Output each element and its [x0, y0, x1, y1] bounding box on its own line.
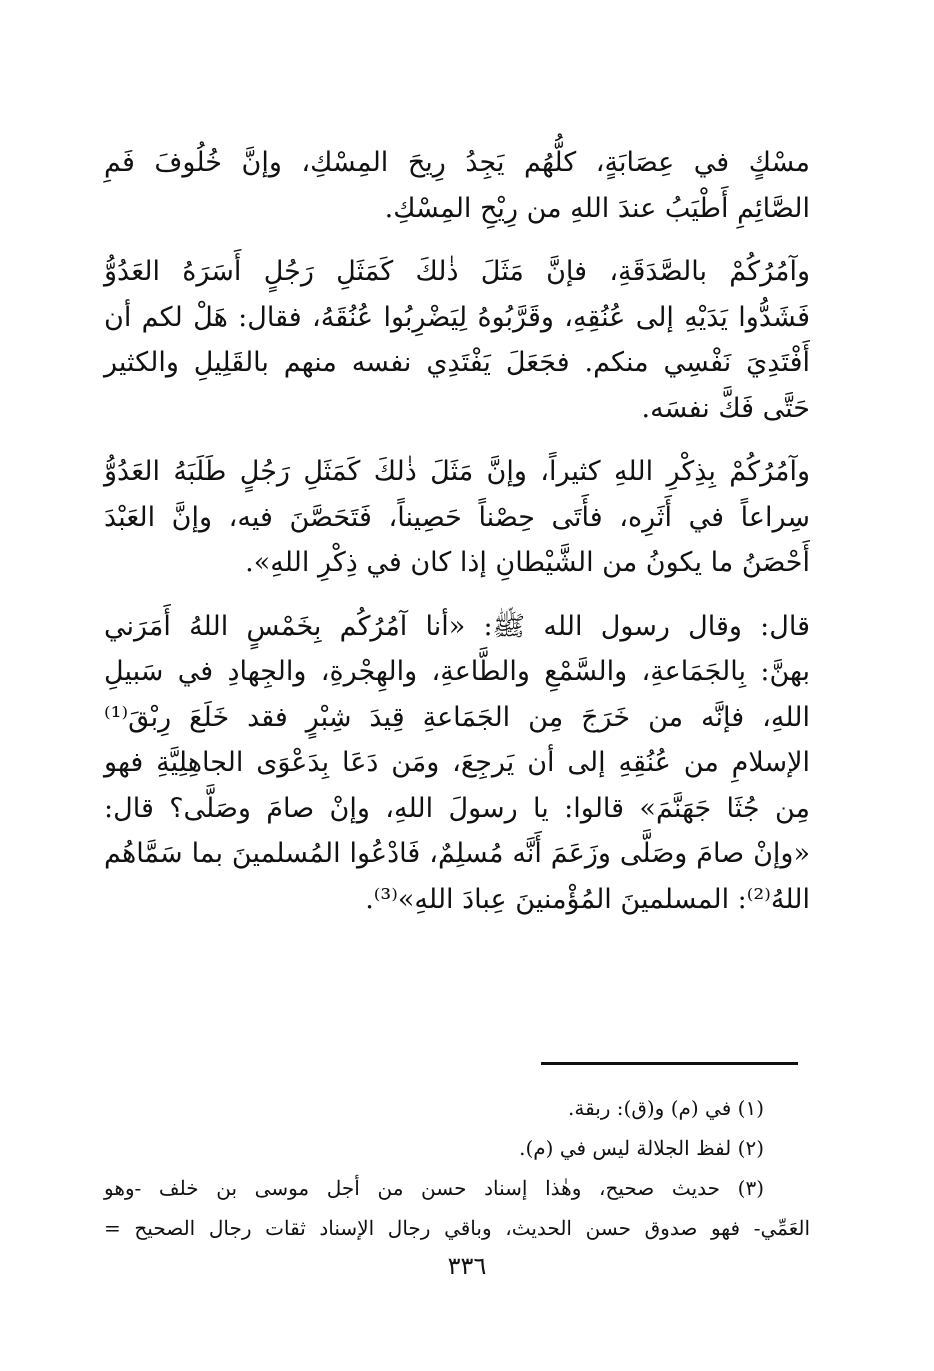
paragraph-3	[104, 449, 810, 586]
text-line: الصَّائِمِ أَطْيَبُ عندَ اللهِ من رِيْحِ المِسْكِ.	[384, 192, 810, 224]
footnote-3-continued: العَمِّي- فهو صدوق حسن الحديث، وباقي رجال الإسناد ثقات رجال الصحيح =	[104, 1216, 810, 1240]
text-line: قال: وقال رسول الله ﷺ: «أنا آمُرُكُم بِخَمْسٍ اللهُ أَمَرَني	[104, 610, 810, 642]
footnote-separator	[541, 1062, 798, 1065]
page-number: ٣٣٦	[447, 1252, 487, 1280]
text-line: مِن جُثَا جَهَنَّمَ» قالوا: يا رسولَ اللهِ، وإنْ صامَ وصَلَّى؟ قال:	[104, 792, 810, 824]
footnotes	[104, 1088, 810, 1248]
text-line: وآمُرُكُمْ بِذِكْرِ اللهِ كثيراً، وإنَّ مَثَلَ ذٰلكَ كَمَثَلِ رَجُلٍ طَلَبَهُ العَدُوُّ	[104, 456, 810, 487]
footnote-2: (٢) لفظ الجلالة ليس في (م).	[519, 1136, 764, 1160]
text-line: سِراعاً في أَثَرِه، فأَتَى حِصْناً حَصِيناً، فَتَحَصَّنَ فيه، وإنَّ العَبْدَ	[104, 501, 810, 533]
text-line: فَشَدُّوا يَدَيْهِ إلى عُنُقِهِ، وقَرَّبُوهُ لِيَضْرِبُوا عُنُقَهُ، فقال: هَلْ لكم أن	[104, 301, 810, 333]
text-line: مسْكٍ في عِصَابَةٍ، كلُّهُم يَجِدُ رِيحَ المِسْكِ، وإنَّ خُلُوفَ فَمِ	[104, 147, 810, 178]
text-line: «وإنْ صامَ وصَلَّى وزَعَمَ أَنَّه مُسلِمٌ، فَادْعُوا المُسلمينَ بما سَمَّاهُم	[104, 838, 810, 869]
paragraph-1	[104, 140, 810, 231]
footnote-3: (٣) حديث صحيح، وهٰذا إسناد حسن من أجل موسى بن خلف -وهو	[104, 1176, 764, 1200]
text-line: وآمُرُكُمْ بالصَّدَقَةِ، فإنَّ مَثَلَ ذٰلكَ كَمَثَلِ رَجُلٍ أَسَرَهُ العَدُوُّ	[104, 256, 810, 287]
text-line: اللهِ، فإنَّه من خَرَجَ مِن الجَمَاعةِ قِيدَ شِبْرٍ فقد خَلَعَ رِبْقَ⁽¹⁾	[104, 701, 810, 733]
main-text	[104, 140, 810, 940]
paragraph-4	[104, 604, 810, 923]
text-line: أَحْصَنُ ما يكونُ من الشَّيْطانِ إذا كان في ذِكْرِ اللهِ».	[245, 547, 810, 578]
text-line: الإسلامِ من عُنُقِهِ إلى أن يَرجِعَ، ومَن دَعَا بِدَعْوَى الجاهِلِيَّةِ فهو	[104, 747, 810, 778]
paragraph-2	[104, 249, 810, 431]
footnote-1: (١) في (م) و(ق): ربقة.	[568, 1096, 764, 1120]
text-line: بهنَّ: بِالجَمَاعةِ، والسَّمْعِ والطَّاعةِ، والهِجْرةِ، والجِهادِ في سَبيلِ	[104, 656, 810, 687]
text-line: أَفْتَدِيَ نَفْسِي منكم. فجَعَلَ يَفْتَدِي نفسه منهم بالقَلِيلِ والكثير	[104, 347, 810, 378]
text-line: حَتَّى فَكَّ نفسَه.	[641, 392, 810, 424]
text-line: اللهُ⁽²⁾: المسلمينَ المُؤْمنينَ عِبادَ اللهِ»⁽³⁾.	[365, 883, 810, 915]
